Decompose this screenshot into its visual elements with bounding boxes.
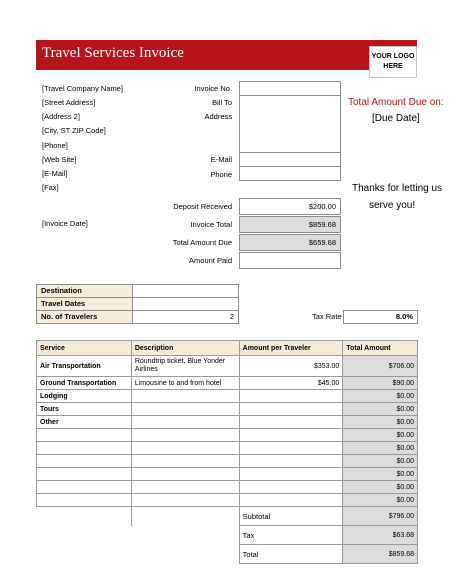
description-cell[interactable]: Limousine to and from hotel: [131, 377, 239, 390]
bill-to-label: Bill To: [212, 98, 232, 107]
amount-paid-field[interactable]: [239, 252, 341, 269]
table-row: [37, 429, 418, 442]
destination-label: Destination: [36, 284, 133, 298]
description-cell[interactable]: [131, 416, 239, 429]
total-cell: $0.00: [343, 494, 418, 507]
amount-cell[interactable]: $45.00: [239, 377, 343, 390]
invoice-date: [Invoice Date]: [42, 219, 88, 228]
table-header-row: [37, 341, 418, 356]
tax-rate-label: Tax Rate: [312, 312, 342, 321]
service-cell[interactable]: Ground Transportation: [37, 377, 132, 390]
table-row: [37, 481, 418, 494]
tax-label: Tax: [239, 526, 343, 545]
header-service: Service: [37, 341, 132, 356]
company-fax: [Fax]: [42, 183, 59, 192]
total-cell: $706.00: [343, 356, 418, 377]
total-due-value: $659.68: [239, 234, 341, 251]
thanks-line-1: Thanks for letting us: [352, 183, 443, 194]
amount-paid-label: Amount Paid: [189, 256, 232, 265]
header-description: Description: [131, 341, 239, 356]
amount-cell[interactable]: $353.00: [239, 356, 343, 377]
email-label: E-Mail: [210, 155, 232, 164]
phone-field[interactable]: [239, 166, 341, 181]
amount-cell[interactable]: [239, 429, 343, 442]
due-date-label: Total Amount Due on:: [348, 97, 444, 108]
tax-rate-field[interactable]: 8.0%: [343, 310, 418, 324]
total-due-label: Total Amount Due: [172, 238, 232, 247]
logo-line-2: HERE: [383, 63, 403, 70]
company-phone: [Phone]: [42, 141, 68, 150]
service-cell[interactable]: [37, 455, 132, 468]
total-cell: $90.00: [343, 377, 418, 390]
header-total-amount: Total Amount: [343, 341, 418, 356]
company-email: [E-Mail]: [42, 169, 68, 178]
description-line: Airlines: [134, 366, 158, 373]
description-cell[interactable]: [131, 494, 239, 507]
description-cell[interactable]: [131, 403, 239, 416]
total-cell: $0.00: [343, 468, 418, 481]
total-cell: $0.00: [343, 481, 418, 494]
subtotal-value: $796.00: [343, 507, 418, 526]
deposit-value[interactable]: $200.00: [239, 198, 341, 215]
amount-cell[interactable]: [239, 403, 343, 416]
table-row: [37, 403, 418, 416]
description-cell[interactable]: [131, 429, 239, 442]
service-cell[interactable]: [37, 429, 132, 442]
amount-cell[interactable]: [239, 455, 343, 468]
service-cell[interactable]: Lodging: [37, 390, 132, 403]
due-date-value: [Due Date]: [372, 113, 420, 124]
company-city: [City, ST ZIP Code]: [42, 126, 106, 135]
service-cell[interactable]: Air Transportation: [37, 356, 132, 377]
travel-dates-label: Travel Dates: [36, 297, 133, 311]
service-cell[interactable]: [37, 494, 132, 507]
company-street: [Street Address]: [42, 98, 96, 107]
service-cell[interactable]: [37, 481, 132, 494]
address-label: Address: [204, 112, 232, 121]
table-row: [37, 356, 418, 377]
invoice-total-label: Invoice Total: [190, 220, 232, 229]
phone-label: Phone: [210, 170, 232, 179]
header-amount-per-traveler: Amount per Traveler: [239, 341, 343, 356]
company-name: [Travel Company Name]: [42, 84, 123, 93]
description-cell[interactable]: [131, 442, 239, 455]
total-cell: $0.00: [343, 455, 418, 468]
services-table: [36, 340, 418, 564]
description-cell[interactable]: [131, 468, 239, 481]
tax-row: [37, 526, 418, 545]
service-cell[interactable]: [37, 468, 132, 481]
travelers-field[interactable]: 2: [132, 310, 239, 324]
subtotal-label: Subtotal: [239, 507, 343, 526]
travel-dates-field[interactable]: [132, 297, 239, 311]
table-row: [37, 455, 418, 468]
invoice-no-field[interactable]: [239, 81, 341, 96]
logo-placeholder: [369, 46, 417, 78]
service-cell[interactable]: [37, 442, 132, 455]
company-website: [Web Site]: [42, 155, 77, 164]
description-line: Roundtrip ticket, Blue Yonder: [134, 358, 226, 365]
total-row: [37, 545, 418, 564]
company-address-2: [Address 2]: [42, 112, 80, 121]
total-cell: $0.00: [343, 442, 418, 455]
total-cell: $0.00: [343, 429, 418, 442]
table-row: [37, 390, 418, 403]
subtotal-row: [37, 507, 418, 526]
total-cell: $0.00: [343, 390, 418, 403]
total-label: Total: [239, 545, 343, 564]
total-cell: $0.00: [343, 416, 418, 429]
email-field[interactable]: [239, 152, 341, 167]
description-cell[interactable]: [131, 455, 239, 468]
travelers-label: No. of Travelers: [36, 310, 133, 324]
amount-cell[interactable]: [239, 442, 343, 455]
table-row: [37, 494, 418, 507]
invoice-title: Travel Services Invoice: [42, 45, 184, 61]
service-cell[interactable]: Tours: [37, 403, 132, 416]
amount-cell[interactable]: [239, 416, 343, 429]
total-cell: $0.00: [343, 403, 418, 416]
invoice-total-value: $859.68: [239, 216, 341, 233]
description-cell[interactable]: [131, 356, 239, 377]
amount-cell[interactable]: [239, 494, 343, 507]
logo-line-1: YOUR LOGO: [371, 53, 415, 60]
total-value: $859.68: [343, 545, 418, 564]
service-cell[interactable]: Other: [37, 416, 132, 429]
description-cell[interactable]: [131, 481, 239, 494]
destination-field[interactable]: [132, 284, 239, 298]
table-row: [37, 442, 418, 455]
bill-to-field[interactable]: [239, 95, 341, 153]
table-row: [37, 468, 418, 481]
amount-cell[interactable]: [239, 481, 343, 494]
table-row: [37, 377, 418, 390]
amount-cell[interactable]: [239, 468, 343, 481]
deposit-label: Deposit Received: [173, 202, 232, 211]
invoice-no-label: Invoice No.: [194, 84, 232, 93]
tax-value: $63.68: [343, 526, 418, 545]
table-row: [37, 416, 418, 429]
description-cell[interactable]: [131, 390, 239, 403]
amount-cell[interactable]: [239, 390, 343, 403]
thanks-line-2: serve you!: [369, 200, 416, 211]
